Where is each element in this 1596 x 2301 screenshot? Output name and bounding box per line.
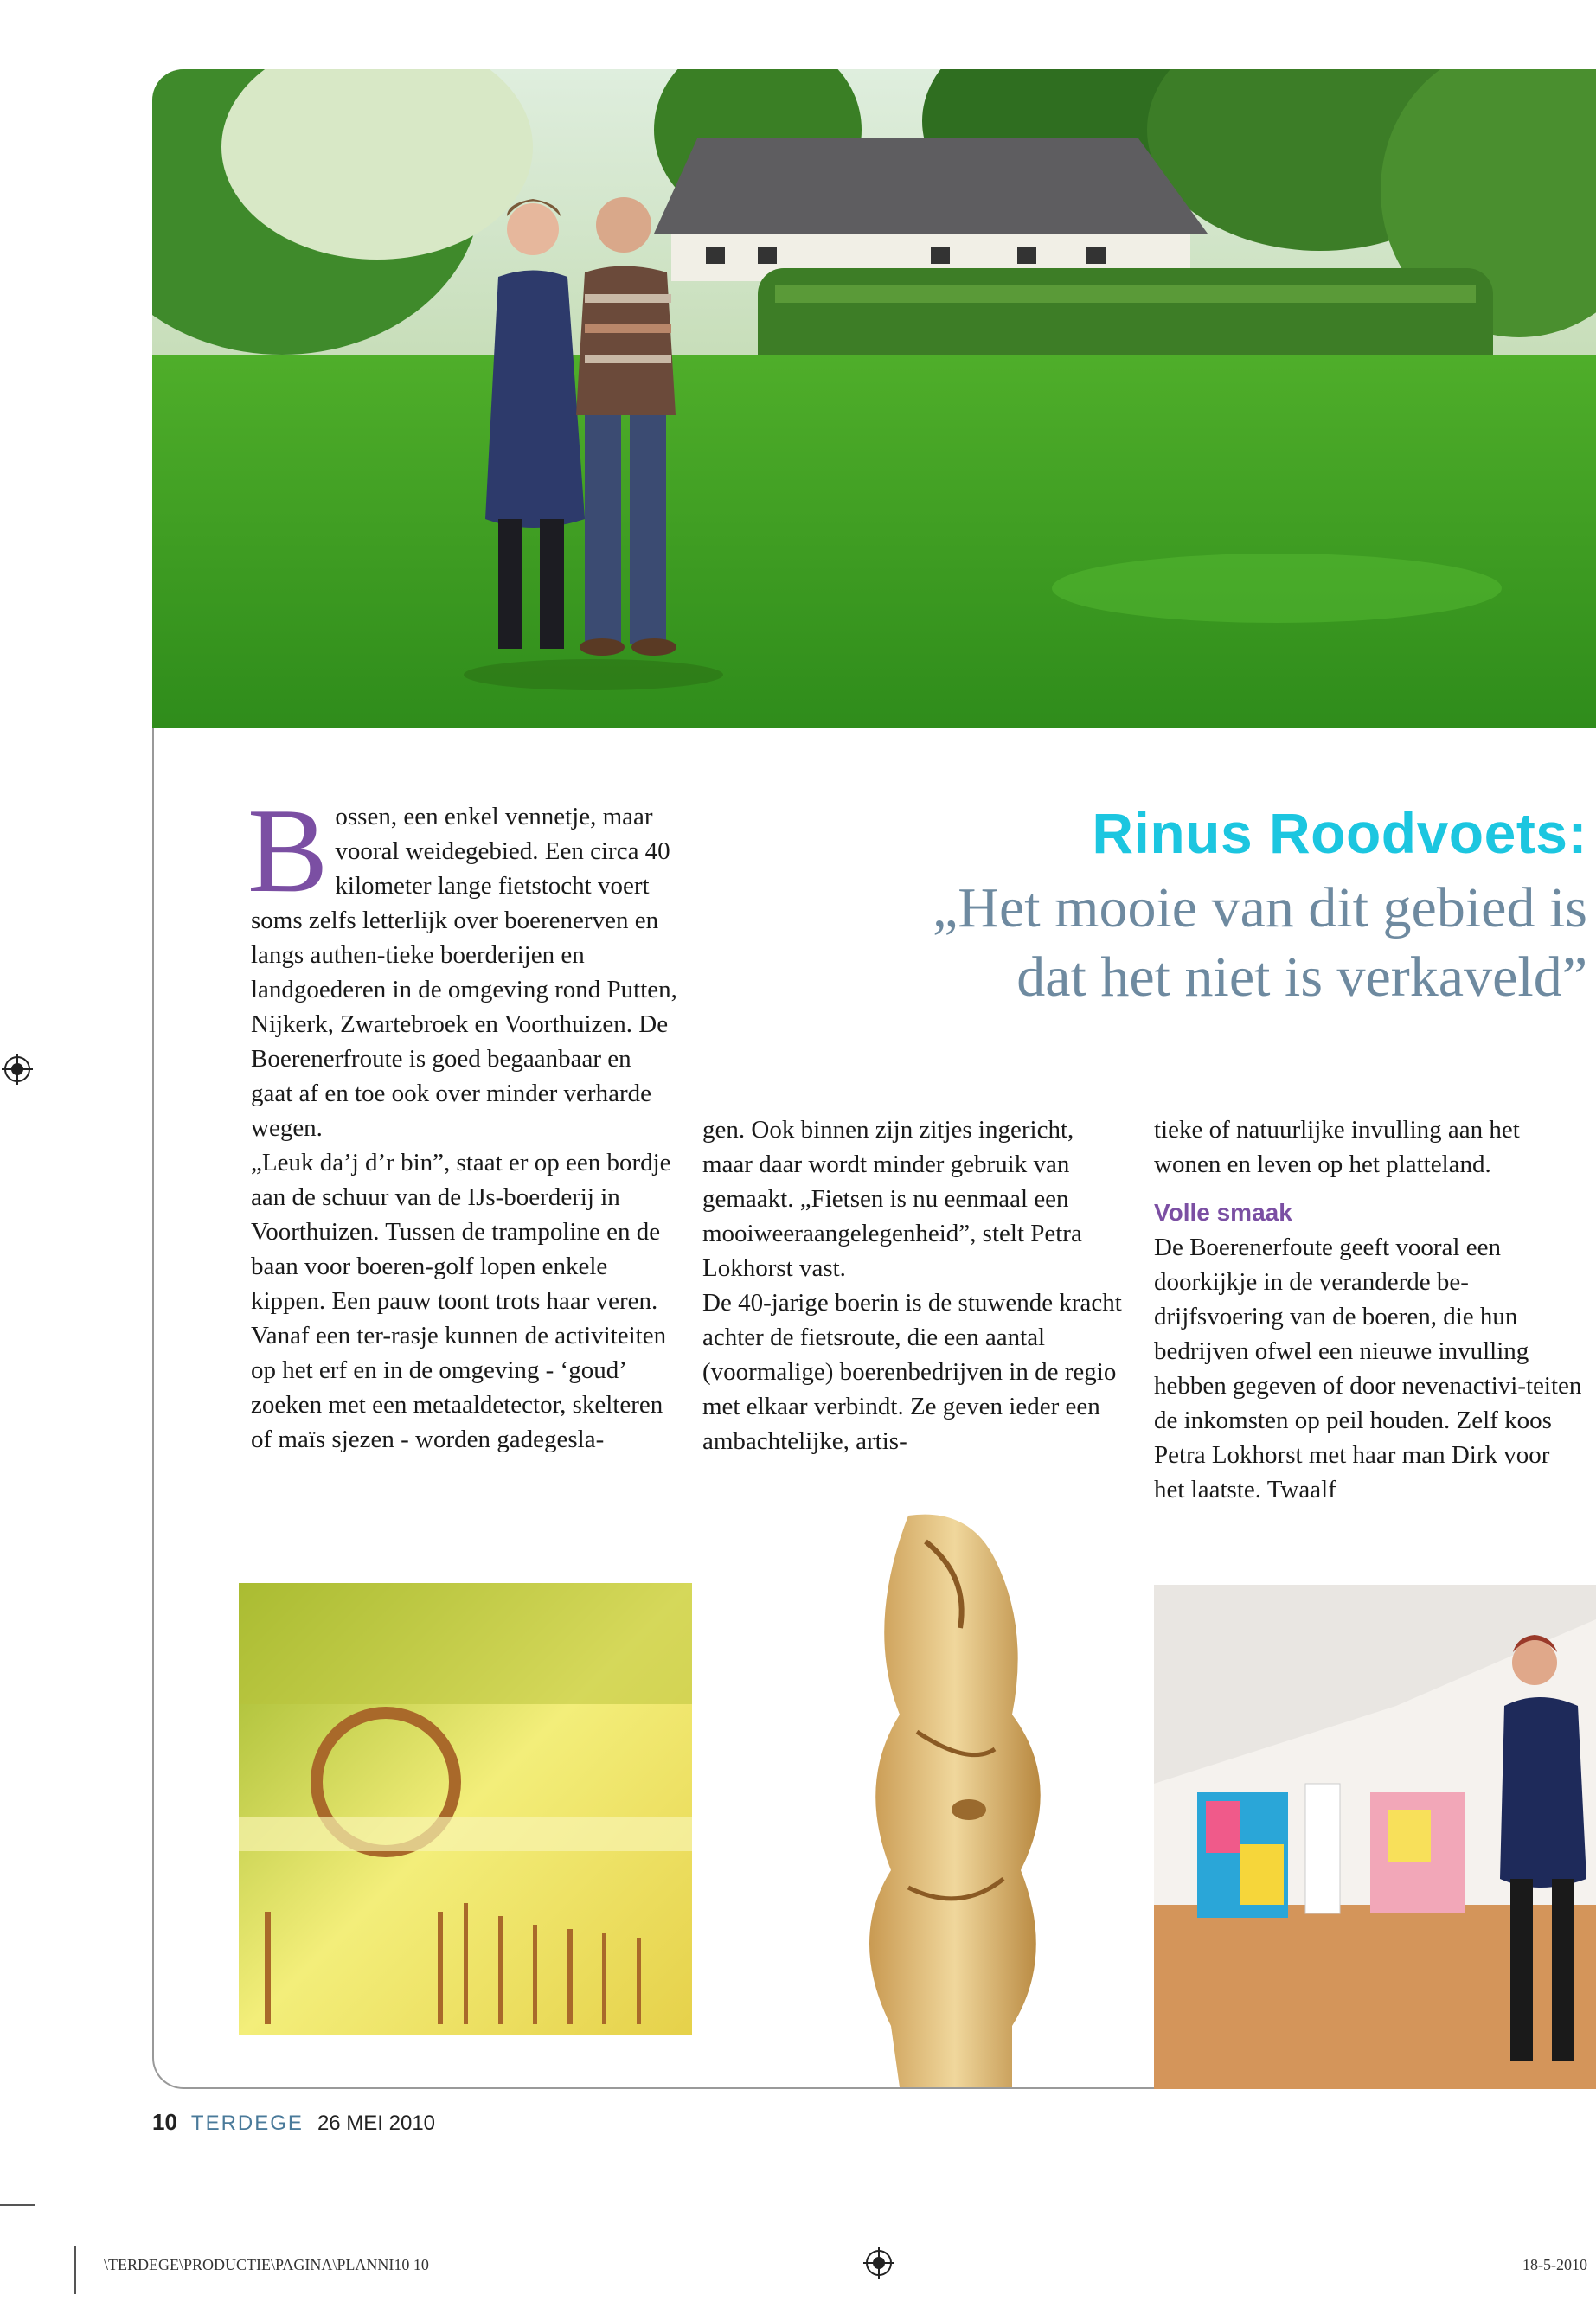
paragraph: De 40-jarige boerin is de stuwende kracht achter de fietsroute, die een aantal (voormalige) boerenbedrijven in de regio met elkaar verbindt. Ze geven ieder een ambachtelijke, artis-: [702, 1289, 1122, 1455]
paragraph: De Boerenerfoute geeft vooral een doorkijkje in de veranderde be-drijfsvoering van de boeren, die hun bedrijven ofwel een nieuwe invulling hebben gegeven of door nevenactivi-teiten de inkomsten op peil houden. Zelf koos Petra Lokhorst met haar man Dirk voor het laatste. Twaalf: [1154, 1234, 1582, 1503]
pull-quote-line-2: dat het niet is verkaveld”: [1016, 945, 1587, 1009]
trim-mark: [74, 2246, 76, 2294]
article-column-2: [702, 1112, 1125, 1458]
intro-paragraph: ossen, een enkel vennetje, maar vooral weidegebied. Een circa 40 kilometer lange fietstocht voert soms zelfs letterlijk over boerenerven en langs authen-tieke boerderijen en landgoederen in de omgeving rond Putten, Nijkerk, Zwartebroek en Voorthuizen. De Boerenerfroute is goed begaanbaar en gaat af en toe ook over minder verharde wegen.: [251, 803, 677, 1142]
hero-photo-couple-farm: [152, 69, 1596, 728]
headline: Rinus Roodvoets:: [1092, 801, 1587, 865]
paragraph: gen. Ook binnen zijn zitjes ingericht, maar daar wordt minder gebruik van gemaakt. „Fietsen is nu eenmaal een mooiweeraangelegenheid”, stelt Petra Lokhorst vast.: [702, 1116, 1082, 1282]
page-footer: [152, 2109, 435, 2136]
paragraph: „Leuk da’j d’r bin”, staat er op een bordje aan de schuur van de IJs-boerderij in Voorthuizen. Tussen de trampoline en de baan voor boeren-golf lopen enkele kippen. Een pauw toont trots haar veren. Vanaf een ter-rasje kunnen de activiteiten op het erf en in de omgeving - ‘goud’ zoeken met een metaaldetector, skelteren of maïs sjezen - worden gadegesla-: [251, 1149, 671, 1453]
painting-yellow-abstract: [239, 1583, 692, 2035]
issue-date: 26 MEI 2010: [317, 2112, 436, 2135]
article-column-3: [1154, 1112, 1586, 1507]
print-slug-path: \TERDEGE\PRODUCTIE\PAGINA\PLANNI10 10: [104, 2256, 429, 2273]
registration-mark-icon: [863, 2247, 894, 2279]
wood-sculpture-photo: [796, 1507, 1116, 2087]
pull-quote-line-1: „Het mooie van dit gebied is: [933, 876, 1587, 939]
gallery-photo-woman: [1154, 1585, 1596, 2089]
magazine-name: TERDEGE: [190, 2112, 304, 2135]
article-column-1: [247, 784, 679, 1457]
paragraph: tieke of natuurlijke invulling aan het wonen en leven op het platteland.: [1154, 1116, 1520, 1178]
drop-cap: B: [247, 784, 329, 918]
registration-mark-icon: [2, 1054, 33, 1085]
print-slug-date: 18-5-2010: [1522, 2256, 1587, 2273]
trim-mark: [0, 2204, 35, 2206]
pull-quote: [722, 874, 1587, 1012]
page-number: 10: [152, 2109, 177, 2135]
subheading: Volle smaak: [1154, 1199, 1292, 1226]
